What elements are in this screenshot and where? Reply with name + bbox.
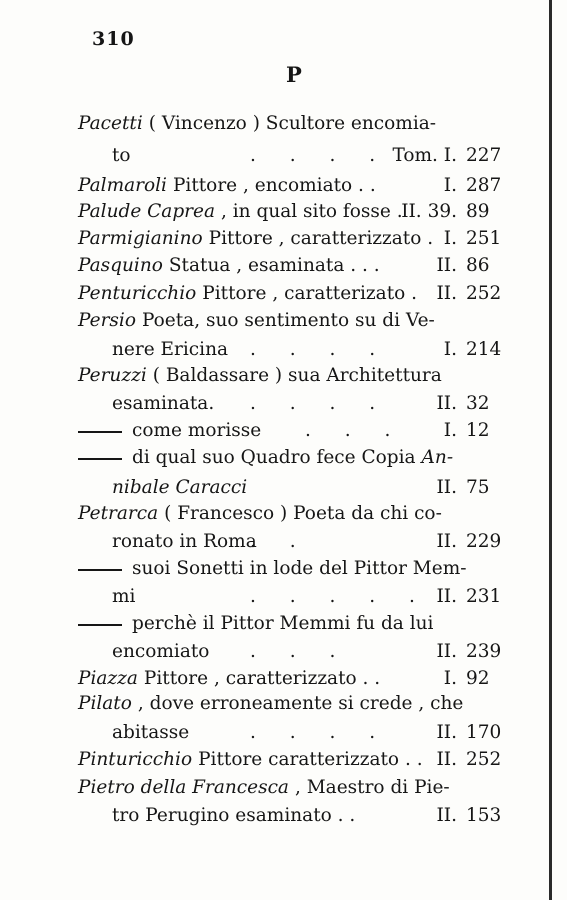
dot-leader: . . . . [250, 393, 390, 414]
dot-leader: . . . . [250, 339, 390, 360]
volume-ref: II. [436, 531, 457, 552]
page-ref: 75 [466, 477, 490, 498]
page-ref: 287 [466, 175, 502, 196]
index-entry-text: come morisse [132, 420, 262, 441]
page-ref: 239 [466, 641, 502, 662]
index-headword: Pilato [78, 693, 132, 714]
index-entry-text: ( Vincenzo ) Scultore encomia- [148, 113, 437, 134]
index-entry-text: Pittore caratterizzato . . [198, 749, 423, 770]
index-line [0, 444, 567, 472]
index-continuation: tro Perugino esaminato . . [112, 805, 356, 826]
page-ref: 32 [466, 393, 490, 414]
volume-ref: II. 39. [401, 201, 457, 222]
index-continuation: nere Ericina [112, 339, 229, 360]
page-ref: 227 [466, 145, 502, 166]
volume-ref: II. [436, 641, 457, 662]
dot-leader: . . . . . [250, 586, 429, 607]
dot-leader: . . . . [250, 722, 390, 743]
index-line [0, 528, 567, 556]
index-line [0, 362, 567, 390]
volume-ref: II. [436, 749, 457, 770]
index-headword: Piazza [78, 668, 138, 689]
index-headword: Palmaroli [78, 175, 167, 196]
index-headword: Penturicchio [78, 283, 197, 304]
volume-ref: I. [443, 228, 457, 249]
volume-ref: II. [436, 393, 457, 414]
volume-ref: II. [436, 477, 457, 498]
index-line [0, 390, 567, 418]
index-line [0, 172, 567, 200]
index-headword: Palude Caprea [78, 201, 215, 222]
index-entry-text: Statua , esaminata . . . [168, 255, 380, 276]
index-entry-text: ( Francesco ) Poeta da chi co- [164, 503, 442, 524]
volume-ref: I. [443, 420, 457, 441]
index-entry-text: Pittore , caratterizzato . [208, 228, 434, 249]
ditto-dash [78, 431, 122, 433]
volume-ref: II. [436, 805, 457, 826]
page-ref: 89 [466, 201, 490, 222]
page-ref: 12 [466, 420, 490, 441]
index-continuation: nibale Caracci [112, 477, 248, 498]
index-headword: Persio [78, 310, 136, 331]
index-entry-text: Poeta, suo sentimento su di Ve- [141, 310, 435, 331]
page-ref: 170 [466, 722, 502, 743]
index-continuation: abitasse [112, 722, 190, 743]
index-entry-text: perchè il Pittor Memmi fu da lui [132, 613, 434, 634]
ditto-dash [78, 624, 122, 626]
index-continuation: esaminata. [112, 393, 215, 414]
index-headword: Parmigianino [78, 228, 203, 249]
dot-leader: . . . . [250, 145, 390, 166]
index-continuation: to [112, 145, 131, 166]
index-entry-text: di qual suo Quadro fece Copia [132, 447, 416, 468]
index-line [0, 225, 567, 253]
page-ref: 252 [466, 749, 502, 770]
volume-ref: I. [443, 668, 457, 689]
volume-ref: II. [436, 722, 457, 743]
index-entry-text: , Maestro di Pie- [294, 777, 450, 798]
volume-ref: I. [443, 175, 457, 196]
dot-leader: . . . [305, 420, 405, 441]
index-line [0, 307, 567, 335]
index-line [0, 252, 567, 280]
index-line [0, 500, 567, 528]
index-continuation: mi [112, 586, 136, 607]
index-line [0, 110, 567, 138]
dot-leader: . . . [250, 641, 350, 662]
volume-ref: I. [443, 339, 457, 360]
page-ref: 214 [466, 339, 502, 360]
volume-ref: Tom. I. [392, 145, 457, 166]
index-line [0, 610, 567, 638]
page-ref: 252 [466, 283, 502, 304]
index-continuation: encomiato [112, 641, 210, 662]
index-entry-text: , in qual sito fosse . [221, 201, 403, 222]
index-line [0, 583, 567, 611]
page-ref: 229 [466, 531, 502, 552]
index-line [0, 198, 567, 226]
dot-leader: . . [250, 531, 310, 552]
page-ref: 231 [466, 586, 502, 607]
page-ref: 251 [466, 228, 502, 249]
ditto-dash [78, 458, 122, 460]
index-line [0, 142, 567, 170]
index-line [0, 719, 567, 747]
index-line [0, 690, 567, 718]
index-line [0, 417, 567, 445]
page-ref: 86 [466, 255, 490, 276]
index-line [0, 280, 567, 308]
volume-ref: II. [436, 283, 457, 304]
index-entry-text: Pittore , encomiato . . [172, 175, 376, 196]
index-headword: Pinturicchio [78, 749, 193, 770]
index-line [0, 802, 567, 830]
index-entry-text: ( Baldassare ) sua Architettura [152, 365, 442, 386]
index-line [0, 638, 567, 666]
volume-ref: II. [436, 255, 457, 276]
index-line [0, 774, 567, 802]
index-entry-text: Pittore , caratterizato . [202, 283, 418, 304]
page-number: 310 [92, 28, 135, 50]
index-entry-text: Pittore , caratterizzato . . [143, 668, 381, 689]
index-line [0, 665, 567, 693]
index-headword: Petrarca [78, 503, 159, 524]
volume-ref: II. [436, 586, 457, 607]
index-headword: Peruzzi [78, 365, 147, 386]
index-entry-text: suoi Sonetti in lode del Pittor Mem- [132, 558, 467, 579]
index-line [0, 746, 567, 774]
ditto-dash [78, 569, 122, 571]
page-ref: 153 [466, 805, 502, 826]
page-ref: 92 [466, 668, 490, 689]
index-line [0, 555, 567, 583]
index-continuation: ronato in Roma [112, 531, 257, 552]
index-headword: Pasquino [78, 255, 163, 276]
index-headword: Pietro della Francesca [78, 777, 289, 798]
index-headword: Pacetti [78, 113, 143, 134]
index-line [0, 336, 567, 364]
index-entry-text: , dove erroneamente si crede , che [137, 693, 464, 714]
section-letter: P [286, 62, 302, 87]
index-entry-italic: An- [421, 447, 454, 468]
index-line [0, 474, 567, 502]
